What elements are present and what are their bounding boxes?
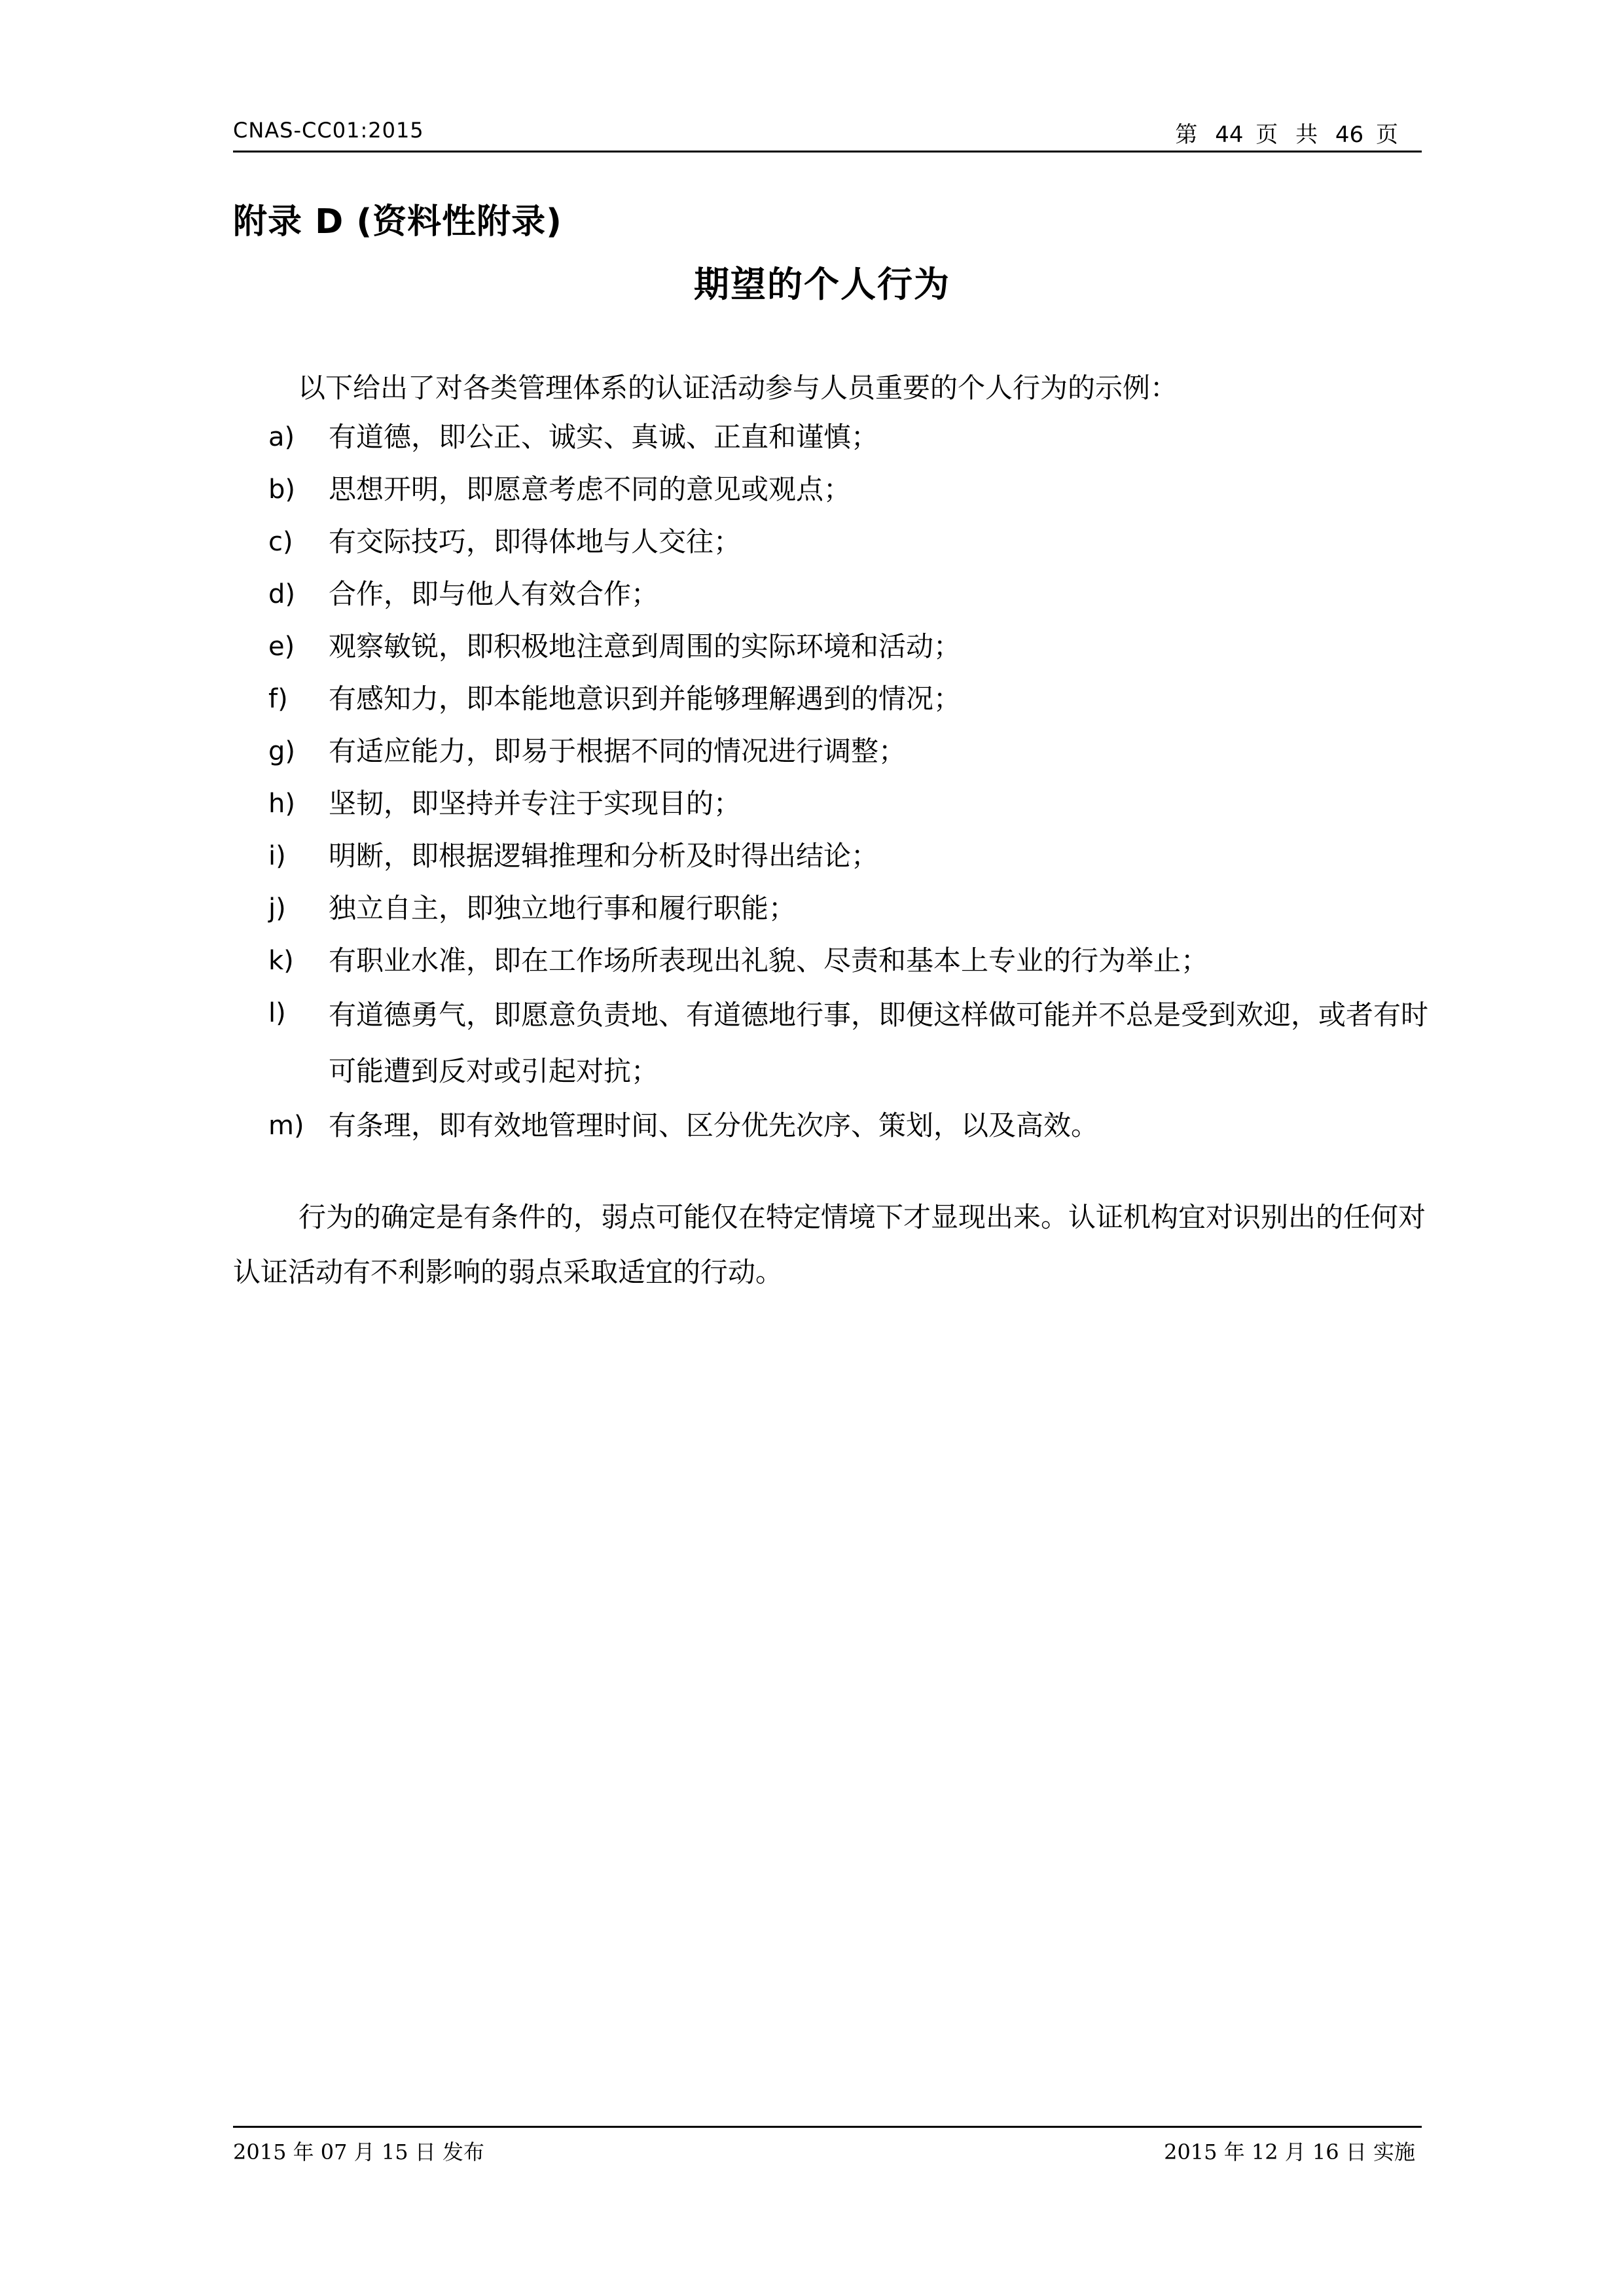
- list-item: [268, 935, 1440, 987]
- publish-date: 2015 年 07 月 15 日 发布: [233, 2140, 484, 2164]
- list-item: [268, 516, 1440, 568]
- list-item: [268, 568, 1440, 620]
- appendix-title: 附录 D (资料性附录): [233, 202, 562, 242]
- page-label-mid: 页 共: [1255, 122, 1324, 148]
- list-item: [268, 411, 1440, 463]
- list-marker: j): [268, 893, 286, 924]
- list-item: [268, 673, 1440, 725]
- behavior-list: [268, 411, 1440, 1152]
- list-item-text: 有感知力，即本能地意识到并能够理解遇到的情况；: [329, 683, 962, 715]
- list-marker: h): [268, 789, 295, 819]
- list-item-text: 明断，即根据逻辑推理和分析及时得出结论；: [329, 840, 879, 872]
- list-item-text: 有适应能力，即易于根据不同的情况进行调整；: [329, 735, 907, 767]
- list-item-text: 思想开明，即愿意考虑不同的意见或观点；: [329, 473, 852, 505]
- list-item-text: 有道德勇气，即愿意负责地、有道德地行事，即便这样做可能并不总是受到欢迎，或者有时可能遭到反对或引起对抗；: [329, 999, 1429, 1087]
- list-item-text: 有条理，即有效地管理时间、区分优先次序、策划，以及高效。: [329, 1109, 1099, 1141]
- implementation-date: 2015 年 12 月 16 日 实施: [1164, 2140, 1415, 2164]
- list-item: [268, 463, 1440, 516]
- list-item: [268, 778, 1440, 830]
- list-item: [268, 1100, 1440, 1152]
- list-item: [268, 620, 1440, 673]
- list-item-text: 坚韧，即坚持并专注于实现目的；: [329, 787, 742, 819]
- list-marker: k): [268, 946, 294, 976]
- closing-paragraph: 行为的确定是有条件的，弱点可能仅在特定情境下才显现出来。认证机构宜对识别出的任何对认证活动有不利影响的弱点采取适宜的行动。: [233, 1201, 1426, 1288]
- list-marker: g): [268, 736, 295, 766]
- list-item: [268, 882, 1440, 935]
- list-marker: m): [268, 1111, 304, 1141]
- page-header: [233, 113, 1422, 152]
- list-item-text: 有交际技巧，即得体地与人交往；: [329, 526, 742, 558]
- list-item-text: 合作，即与他人有效合作；: [329, 578, 659, 610]
- list-item: [268, 725, 1440, 778]
- list-item-text: 有道德，即公正、诚实、真诚、正直和谨慎；: [329, 421, 879, 453]
- list-item-text: 观察敏锐，即积极地注意到周围的实际环境和活动；: [329, 630, 962, 662]
- list-marker: i): [268, 841, 286, 871]
- main-title: 期望的个人行为: [694, 264, 950, 305]
- document-code: CNAS-CC01:2015: [233, 118, 424, 143]
- list-marker: b): [268, 475, 295, 505]
- page-label-prefix: 第: [1175, 122, 1203, 148]
- page-current: 44: [1215, 122, 1244, 148]
- list-item-text: 独立自主，即独立地行事和履行职能；: [329, 892, 797, 924]
- list-item: [268, 830, 1440, 882]
- list-marker: a): [268, 422, 295, 452]
- page-footer: [233, 2126, 1422, 2167]
- page-number: [1175, 117, 1403, 149]
- page-label-suffix: 页: [1376, 122, 1403, 148]
- list-marker: l): [268, 998, 286, 1028]
- list-marker: e): [268, 632, 295, 662]
- list-marker: f): [268, 684, 288, 714]
- list-marker: c): [268, 527, 293, 557]
- intro-paragraph: 以下给出了对各类管理体系的认证活动参与人员重要的个人行为的示例：: [298, 372, 1178, 404]
- list-marker: d): [268, 579, 295, 609]
- list-item: [268, 987, 1440, 1100]
- page-total: 46: [1335, 122, 1364, 148]
- list-item-text: 有职业水准，即在工作场所表现出礼貌、尽责和基本上专业的行为举止；: [329, 944, 1209, 977]
